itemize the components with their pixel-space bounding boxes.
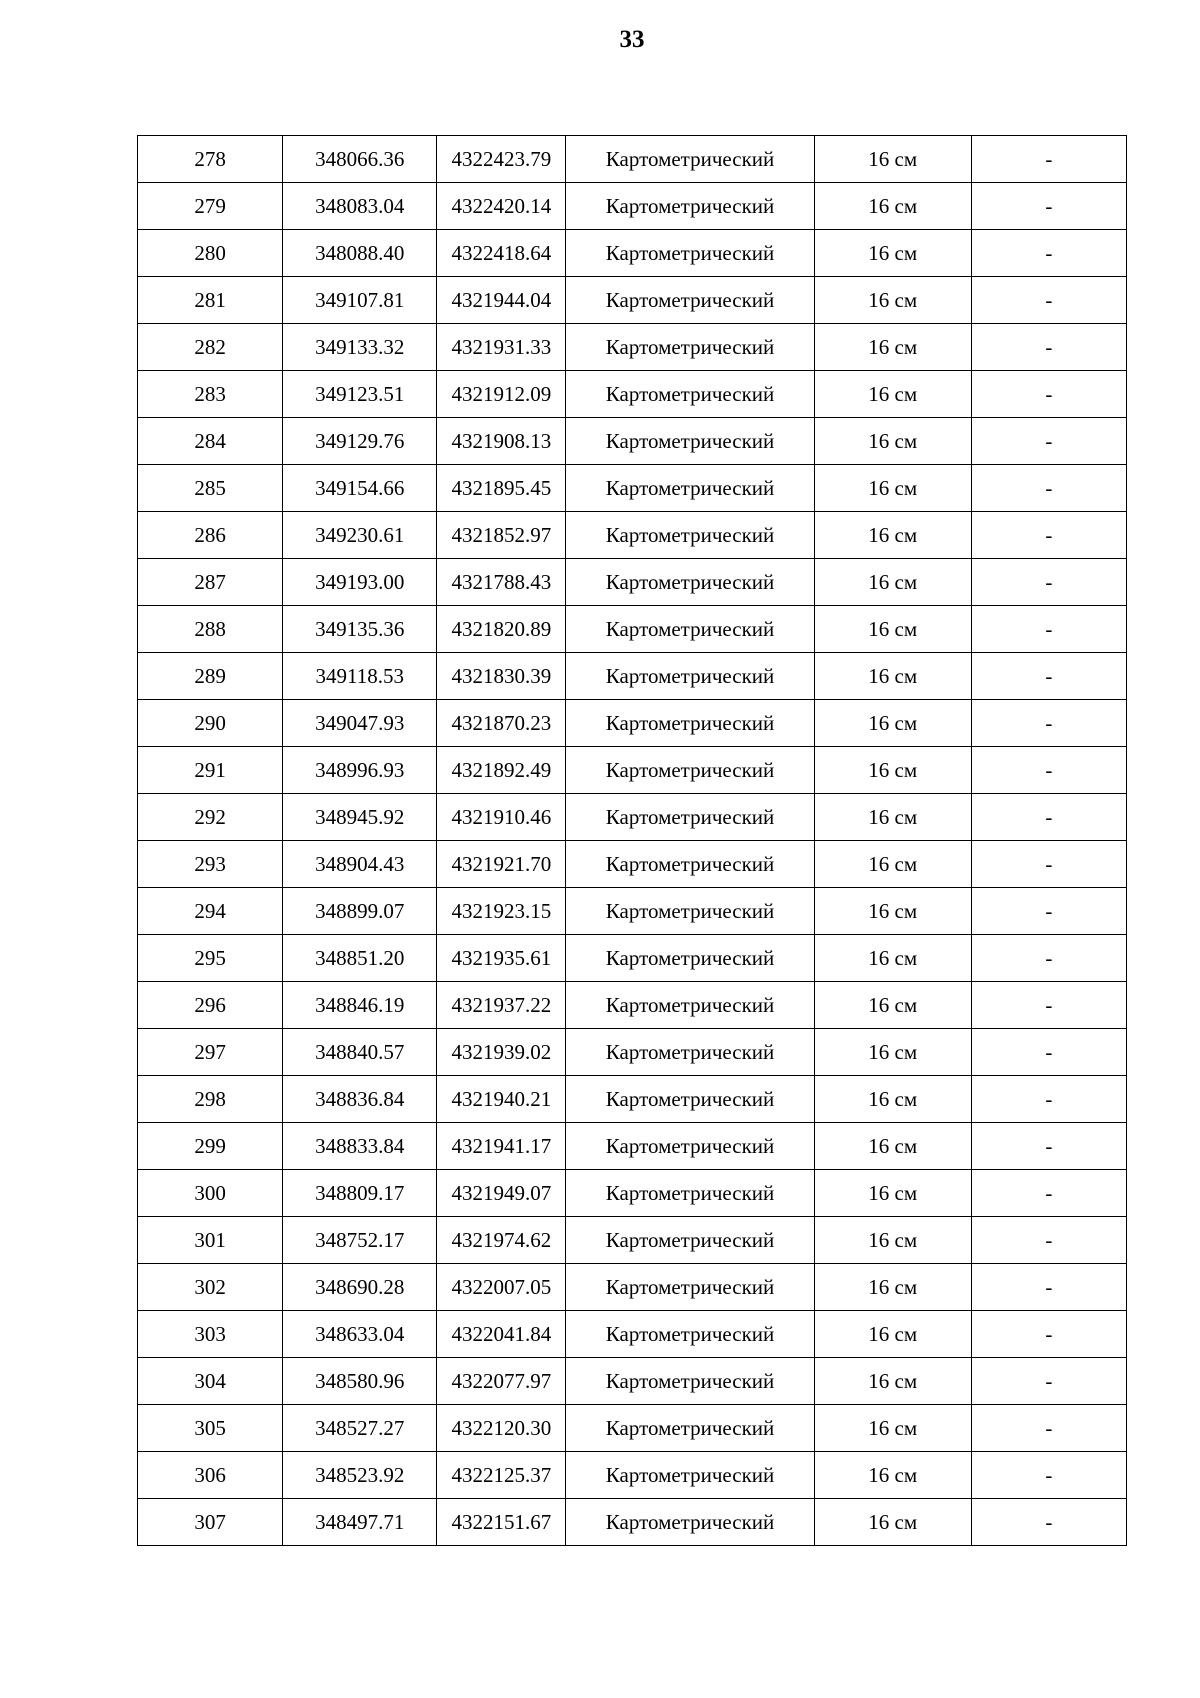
description-cell: - [971, 794, 1126, 841]
point-number-cell: 296 [138, 982, 283, 1029]
point-number-cell: 297 [138, 1029, 283, 1076]
y-coordinate-cell: 4322007.05 [437, 1264, 566, 1311]
point-number-cell: 284 [138, 418, 283, 465]
y-coordinate-cell: 4321895.45 [437, 465, 566, 512]
point-number-cell: 293 [138, 841, 283, 888]
y-coordinate-cell: 4322420.14 [437, 183, 566, 230]
description-cell: - [971, 888, 1126, 935]
point-number-cell: 295 [138, 935, 283, 982]
description-cell: - [971, 1076, 1126, 1123]
y-coordinate-cell: 4321935.61 [437, 935, 566, 982]
x-coordinate-cell: 348996.93 [283, 747, 437, 794]
method-cell: Картометрический [566, 559, 814, 606]
point-number-cell: 279 [138, 183, 283, 230]
method-cell: Картометрический [566, 606, 814, 653]
description-cell: - [971, 1217, 1126, 1264]
x-coordinate-cell: 348690.28 [283, 1264, 437, 1311]
table-row [138, 606, 1127, 653]
x-coordinate-cell: 348836.84 [283, 1076, 437, 1123]
y-coordinate-cell: 4321870.23 [437, 700, 566, 747]
method-cell: Картометрический [566, 1264, 814, 1311]
method-cell: Картометрический [566, 1217, 814, 1264]
x-coordinate-cell: 348809.17 [283, 1170, 437, 1217]
point-number-cell: 289 [138, 653, 283, 700]
table-row [138, 982, 1127, 1029]
point-number-cell: 287 [138, 559, 283, 606]
y-coordinate-cell: 4322125.37 [437, 1452, 566, 1499]
y-coordinate-cell: 4321921.70 [437, 841, 566, 888]
y-coordinate-cell: 4321908.13 [437, 418, 566, 465]
precision-cell: 16 см [814, 1217, 971, 1264]
x-coordinate-cell: 348846.19 [283, 982, 437, 1029]
table-row [138, 559, 1127, 606]
point-number-cell: 301 [138, 1217, 283, 1264]
precision-cell: 16 см [814, 1170, 971, 1217]
description-cell: - [971, 1358, 1126, 1405]
description-cell: - [971, 136, 1126, 183]
table-row [138, 1217, 1127, 1264]
method-cell: Картометрический [566, 653, 814, 700]
point-number-cell: 302 [138, 1264, 283, 1311]
precision-cell: 16 см [814, 1358, 971, 1405]
x-coordinate-cell: 348851.20 [283, 935, 437, 982]
description-cell: - [971, 747, 1126, 794]
x-coordinate-cell: 348088.40 [283, 230, 437, 277]
point-number-cell: 299 [138, 1123, 283, 1170]
method-cell: Картометрический [566, 794, 814, 841]
point-number-cell: 305 [138, 1405, 283, 1452]
description-cell: - [971, 700, 1126, 747]
precision-cell: 16 см [814, 512, 971, 559]
method-cell: Картометрический [566, 888, 814, 935]
page-number: 33 [619, 26, 645, 53]
description-cell: - [971, 653, 1126, 700]
y-coordinate-cell: 4321937.22 [437, 982, 566, 1029]
table-row [138, 1264, 1127, 1311]
precision-cell: 16 см [814, 1076, 971, 1123]
table-row [138, 465, 1127, 512]
method-cell: Картометрический [566, 1170, 814, 1217]
table-row [138, 747, 1127, 794]
method-cell: Картометрический [566, 747, 814, 794]
table-row [138, 1499, 1127, 1546]
table-row [138, 512, 1127, 559]
precision-cell: 16 см [814, 653, 971, 700]
y-coordinate-cell: 4322041.84 [437, 1311, 566, 1358]
precision-cell: 16 см [814, 1264, 971, 1311]
table-row [138, 1452, 1127, 1499]
table-row [138, 1123, 1127, 1170]
x-coordinate-cell: 349154.66 [283, 465, 437, 512]
table-row [138, 1311, 1127, 1358]
precision-cell: 16 см [814, 1029, 971, 1076]
precision-cell: 16 см [814, 324, 971, 371]
description-cell: - [971, 606, 1126, 653]
point-number-cell: 283 [138, 371, 283, 418]
method-cell: Картометрический [566, 935, 814, 982]
table-row [138, 136, 1127, 183]
description-cell: - [971, 512, 1126, 559]
y-coordinate-cell: 4321923.15 [437, 888, 566, 935]
x-coordinate-cell: 348899.07 [283, 888, 437, 935]
precision-cell: 16 см [814, 794, 971, 841]
description-cell: - [971, 982, 1126, 1029]
point-number-cell: 280 [138, 230, 283, 277]
description-cell: - [971, 1452, 1126, 1499]
point-number-cell: 281 [138, 277, 283, 324]
table-row [138, 1170, 1127, 1217]
y-coordinate-cell: 4322077.97 [437, 1358, 566, 1405]
description-cell: - [971, 465, 1126, 512]
table-row [138, 183, 1127, 230]
x-coordinate-cell: 349133.32 [283, 324, 437, 371]
precision-cell: 16 см [814, 371, 971, 418]
point-number-cell: 304 [138, 1358, 283, 1405]
description-cell: - [971, 418, 1126, 465]
point-number-cell: 290 [138, 700, 283, 747]
precision-cell: 16 см [814, 982, 971, 1029]
table-row [138, 841, 1127, 888]
precision-cell: 16 см [814, 230, 971, 277]
method-cell: Картометрический [566, 1311, 814, 1358]
x-coordinate-cell: 348840.57 [283, 1029, 437, 1076]
description-cell: - [971, 277, 1126, 324]
point-number-cell: 285 [138, 465, 283, 512]
x-coordinate-cell: 348945.92 [283, 794, 437, 841]
table-row [138, 794, 1127, 841]
x-coordinate-cell: 349193.00 [283, 559, 437, 606]
method-cell: Картометрический [566, 1076, 814, 1123]
table-row [138, 653, 1127, 700]
y-coordinate-cell: 4321892.49 [437, 747, 566, 794]
precision-cell: 16 см [814, 1123, 971, 1170]
table-row [138, 371, 1127, 418]
precision-cell: 16 см [814, 747, 971, 794]
y-coordinate-cell: 4322418.64 [437, 230, 566, 277]
table-row [138, 935, 1127, 982]
point-number-cell: 282 [138, 324, 283, 371]
y-coordinate-cell: 4321944.04 [437, 277, 566, 324]
y-coordinate-cell: 4322151.67 [437, 1499, 566, 1546]
x-coordinate-cell: 348580.96 [283, 1358, 437, 1405]
point-number-cell: 291 [138, 747, 283, 794]
method-cell: Картометрический [566, 136, 814, 183]
table-row [138, 700, 1127, 747]
x-coordinate-cell: 348066.36 [283, 136, 437, 183]
y-coordinate-cell: 4321852.97 [437, 512, 566, 559]
x-coordinate-cell: 349107.81 [283, 277, 437, 324]
point-number-cell: 307 [138, 1499, 283, 1546]
method-cell: Картометрический [566, 418, 814, 465]
y-coordinate-cell: 4321939.02 [437, 1029, 566, 1076]
y-coordinate-cell: 4321820.89 [437, 606, 566, 653]
x-coordinate-cell: 349129.76 [283, 418, 437, 465]
method-cell: Картометрический [566, 1499, 814, 1546]
method-cell: Картометрический [566, 512, 814, 559]
point-number-cell: 298 [138, 1076, 283, 1123]
table-row [138, 324, 1127, 371]
x-coordinate-cell: 348752.17 [283, 1217, 437, 1264]
precision-cell: 16 см [814, 1311, 971, 1358]
x-coordinate-cell: 349118.53 [283, 653, 437, 700]
point-number-cell: 300 [138, 1170, 283, 1217]
precision-cell: 16 см [814, 700, 971, 747]
precision-cell: 16 см [814, 277, 971, 324]
description-cell: - [971, 1029, 1126, 1076]
table-row [138, 418, 1127, 465]
method-cell: Картометрический [566, 230, 814, 277]
point-number-cell: 292 [138, 794, 283, 841]
precision-cell: 16 см [814, 606, 971, 653]
table-row [138, 1076, 1127, 1123]
description-cell: - [971, 1499, 1126, 1546]
coordinates-table [137, 135, 1127, 1546]
x-coordinate-cell: 348904.43 [283, 841, 437, 888]
x-coordinate-cell: 349230.61 [283, 512, 437, 559]
x-coordinate-cell: 348083.04 [283, 183, 437, 230]
x-coordinate-cell: 348497.71 [283, 1499, 437, 1546]
table-row [138, 1358, 1127, 1405]
x-coordinate-cell: 349123.51 [283, 371, 437, 418]
coordinates-table-body [138, 136, 1127, 1546]
point-number-cell: 288 [138, 606, 283, 653]
table-row [138, 277, 1127, 324]
table-row [138, 1405, 1127, 1452]
table-row [138, 230, 1127, 277]
method-cell: Картометрический [566, 700, 814, 747]
precision-cell: 16 см [814, 888, 971, 935]
precision-cell: 16 см [814, 1405, 971, 1452]
description-cell: - [971, 841, 1126, 888]
y-coordinate-cell: 4321940.21 [437, 1076, 566, 1123]
y-coordinate-cell: 4321830.39 [437, 653, 566, 700]
description-cell: - [971, 1405, 1126, 1452]
method-cell: Картометрический [566, 324, 814, 371]
description-cell: - [971, 1123, 1126, 1170]
description-cell: - [971, 371, 1126, 418]
x-coordinate-cell: 348527.27 [283, 1405, 437, 1452]
y-coordinate-cell: 4321910.46 [437, 794, 566, 841]
y-coordinate-cell: 4321788.43 [437, 559, 566, 606]
method-cell: Картометрический [566, 1123, 814, 1170]
description-cell: - [971, 1170, 1126, 1217]
precision-cell: 16 см [814, 418, 971, 465]
description-cell: - [971, 559, 1126, 606]
precision-cell: 16 см [814, 1499, 971, 1546]
method-cell: Картометрический [566, 841, 814, 888]
description-cell: - [971, 1311, 1126, 1358]
precision-cell: 16 см [814, 841, 971, 888]
y-coordinate-cell: 4321941.17 [437, 1123, 566, 1170]
description-cell: - [971, 183, 1126, 230]
method-cell: Картометрический [566, 277, 814, 324]
x-coordinate-cell: 349047.93 [283, 700, 437, 747]
method-cell: Картометрический [566, 1358, 814, 1405]
method-cell: Картометрический [566, 1029, 814, 1076]
precision-cell: 16 см [814, 183, 971, 230]
description-cell: - [971, 1264, 1126, 1311]
table-row [138, 1029, 1127, 1076]
precision-cell: 16 см [814, 1452, 971, 1499]
y-coordinate-cell: 4321974.62 [437, 1217, 566, 1264]
method-cell: Картометрический [566, 183, 814, 230]
description-cell: - [971, 324, 1126, 371]
x-coordinate-cell: 348633.04 [283, 1311, 437, 1358]
method-cell: Картометрический [566, 465, 814, 512]
y-coordinate-cell: 4322120.30 [437, 1405, 566, 1452]
y-coordinate-cell: 4321949.07 [437, 1170, 566, 1217]
y-coordinate-cell: 4321912.09 [437, 371, 566, 418]
point-number-cell: 294 [138, 888, 283, 935]
y-coordinate-cell: 4322423.79 [437, 136, 566, 183]
x-coordinate-cell: 348523.92 [283, 1452, 437, 1499]
point-number-cell: 278 [138, 136, 283, 183]
description-cell: - [971, 230, 1126, 277]
point-number-cell: 306 [138, 1452, 283, 1499]
method-cell: Картометрический [566, 1452, 814, 1499]
method-cell: Картометрический [566, 1405, 814, 1452]
point-number-cell: 303 [138, 1311, 283, 1358]
precision-cell: 16 см [814, 559, 971, 606]
description-cell: - [971, 935, 1126, 982]
method-cell: Картометрический [566, 371, 814, 418]
y-coordinate-cell: 4321931.33 [437, 324, 566, 371]
point-number-cell: 286 [138, 512, 283, 559]
precision-cell: 16 см [814, 465, 971, 512]
precision-cell: 16 см [814, 935, 971, 982]
x-coordinate-cell: 348833.84 [283, 1123, 437, 1170]
x-coordinate-cell: 349135.36 [283, 606, 437, 653]
method-cell: Картометрический [566, 982, 814, 1029]
precision-cell: 16 см [814, 136, 971, 183]
table-row [138, 888, 1127, 935]
